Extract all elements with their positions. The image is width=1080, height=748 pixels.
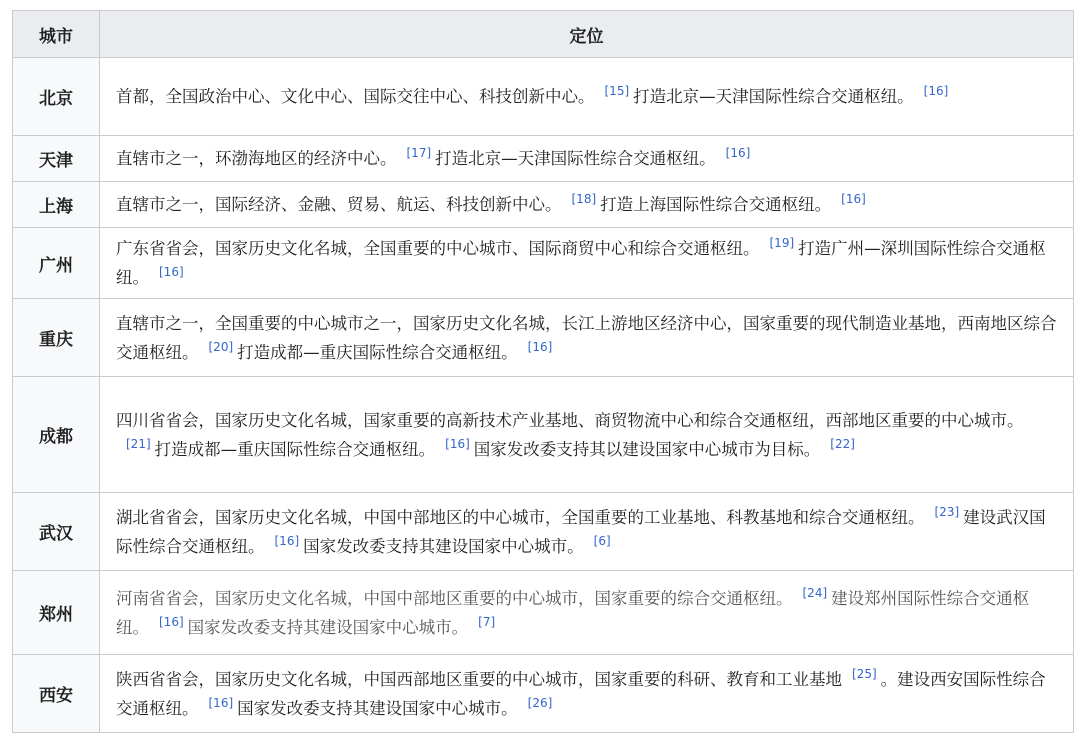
table-header-row	[13, 11, 1074, 58]
citation-link[interactable]: [23]	[934, 504, 960, 519]
city-cell: 北京	[13, 58, 100, 136]
citation-link[interactable]: [16]	[841, 192, 866, 206]
citation-link[interactable]: [16]	[923, 84, 949, 98]
citation-link[interactable]: [19]	[769, 236, 795, 250]
city-positioning-table	[12, 10, 1074, 733]
citation-link[interactable]: [18]	[571, 192, 597, 206]
table-row	[13, 58, 1074, 136]
position-cell	[100, 655, 1074, 733]
citation-link[interactable]: [16]	[208, 695, 234, 710]
city-cell: 天津	[13, 136, 100, 182]
citation-link[interactable]: [20]	[208, 339, 234, 354]
citation-link[interactable]: [16]	[274, 533, 300, 548]
position-text: 湖北省省会，国家历史文化名城，中国中部地区的中心城市，全国重要的工业基地、科教基地和综合交通枢纽	[116, 507, 908, 527]
position-text: 打造成都—重庆国际性综合交通枢纽。	[237, 342, 518, 362]
position-cell	[100, 228, 1074, 299]
table-row	[13, 136, 1074, 182]
table-row	[13, 228, 1074, 299]
position-text: 打造广州—深圳国际性综合交通枢纽。	[116, 239, 1046, 287]
position-cell	[100, 58, 1074, 136]
citation-link[interactable]: [17]	[406, 146, 432, 160]
citation-link[interactable]: [21]	[126, 436, 151, 451]
position-text: 四川省省会，国家历史文化名城，国家重要的高新技术产业基地、商贸物流中心和综合交通枢纽，西部地区重要的中心城市。	[116, 410, 1024, 430]
citation-link[interactable]: [25]	[852, 666, 877, 681]
citation-link[interactable]: [16]	[159, 614, 184, 629]
position-text: 首都，全国政治中心、文化中心、国际交往中心、科技创新中心。	[116, 87, 595, 106]
citation-link[interactable]: [7]	[478, 614, 496, 629]
position-text: 。建设西安国际性综合交通枢纽。	[116, 669, 1046, 718]
position-text: 国家发改委支持其建设国家中心城市。	[303, 536, 584, 556]
position-text: 。	[908, 507, 925, 527]
position-text: 河南省省会，国家历史文化名城，中国中部地区重要的中心城市，国家重要的综合交通枢纽。	[116, 588, 793, 608]
position-text: 广东省省会，国家历史文化名城，全国重要的中心城市、国际商贸中心和综合交通枢纽。	[116, 239, 760, 258]
city-cell: 上海	[13, 182, 100, 228]
position-cell	[100, 136, 1074, 182]
city-cell: 广州	[13, 228, 100, 299]
city-cell: 成都	[13, 377, 100, 493]
position-text: 打造北京—天津国际性综合交通枢纽。	[435, 149, 716, 168]
city-cell: 重庆	[13, 299, 100, 377]
header-position: 定位	[100, 11, 1074, 58]
citation-link[interactable]: [16]	[725, 146, 751, 160]
table-row	[13, 655, 1074, 733]
citation-link[interactable]: [16]	[527, 339, 553, 354]
citation-link[interactable]: [22]	[830, 436, 855, 451]
position-text: 直辖市之一，全国重要的中心城市之一，国家历史文化名城，长江上游地区经济中心，国家重要的现代制造业基地，西南地区综合交通枢纽。	[116, 313, 1057, 362]
position-cell	[100, 377, 1074, 493]
position-text: 国家发改委支持其建设国家中心城市。	[187, 617, 469, 637]
position-text: 陕西省省会，国家历史文化名城，中国西部地区重要的中心城市，国家重要的科研、教育和工业基地	[116, 669, 842, 689]
position-text: 国家发改委支持其以建设国家中心城市为目标	[473, 439, 804, 459]
city-cell: 武汉	[13, 493, 100, 571]
table-row	[13, 571, 1074, 655]
citation-link[interactable]: [16]	[159, 265, 184, 279]
header-city: 城市	[13, 11, 100, 58]
citation-link[interactable]: [24]	[802, 585, 828, 600]
position-text: 国家发改委支持其建设国家中心城市。	[237, 698, 518, 718]
citation-link[interactable]: [16]	[445, 436, 470, 451]
position-text: 直辖市之一，环渤海地区的经济中心。	[116, 149, 397, 168]
position-cell	[100, 182, 1074, 228]
citation-link[interactable]: [6]	[593, 533, 611, 548]
position-text: 建设武汉国际性综合交通枢纽。	[116, 507, 1046, 556]
table-row	[13, 493, 1074, 571]
position-cell	[100, 571, 1074, 655]
citation-link[interactable]: [26]	[527, 695, 553, 710]
table-row	[13, 182, 1074, 228]
table-row	[13, 299, 1074, 377]
city-cell: 西安	[13, 655, 100, 733]
position-cell	[100, 299, 1074, 377]
city-cell: 郑州	[13, 571, 100, 655]
citation-link[interactable]: [15]	[604, 84, 630, 98]
table-body	[13, 58, 1074, 733]
position-cell	[100, 493, 1074, 571]
position-text: 建设郑州国际性综合交通枢纽。	[116, 588, 1030, 637]
position-text: 打造成都—重庆国际性综合交通枢纽。	[154, 439, 436, 459]
position-text: 打造北京—天津国际性综合交通枢纽。	[633, 87, 914, 106]
position-text: 直辖市之一，国际经济、金融、贸易、航运、科技创新中心。	[116, 195, 562, 214]
table-row	[13, 377, 1074, 493]
position-text: 。	[803, 439, 821, 459]
position-text: 打造上海国际性综合交通枢纽。	[600, 195, 832, 214]
